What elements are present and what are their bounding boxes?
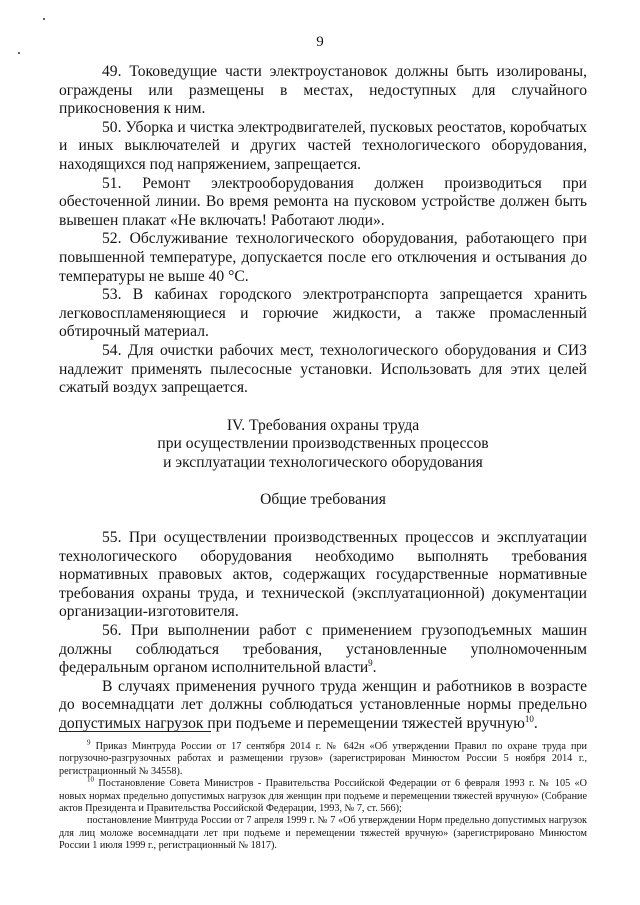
paragraph-56-text: 56. При выполнении работ с применением грузоподъемных машин должны соблюдаться требования, установленные уполномоченным федеральным органом исполнительной власти xyxy=(59,622,587,677)
section-heading xyxy=(59,417,587,473)
footnote-10 xyxy=(59,775,587,815)
paragraph-56-end: . xyxy=(372,659,377,677)
footnote-9-text: Приказ Минтруда России от 17 сентября 2014 г. № 642н «Об утверждении Правил по охране труда при погрузочно-разгрузочных работах и размещении грузов» (зарегистрирован Минюстом России 5 ноября 2014 г., регистрационный № 34558). xyxy=(59,741,587,777)
footnote-separator xyxy=(59,731,211,732)
paragraph-49: 49. Токоведущие части электроустановок должны быть изолированы, ограждены или размещены в местах, недоступных для случайного прикосновения к ним. xyxy=(59,63,587,118)
footnote-mark-10: 10 xyxy=(87,775,94,784)
scan-speck xyxy=(18,52,20,54)
paragraph-57 xyxy=(59,678,587,734)
paragraph-53: 53. В кабинах городского электротранспорта запрещается хранить легковоспламеняющиеся и горючие жидкости, а также промасленный обтирочный материал. xyxy=(59,286,587,341)
section-heading-line-3: и эксплуатации технологического оборудования xyxy=(163,453,483,471)
footnote-10-continuation: постановление Минтруда России от 7 апреля 1999 г. № 7 «Об утверждении Норм предельно допустимых нагрузок для лиц моложе восемнадцати лет при подъеме и перемещении тяжестей вручную» (зарегистрировано Минюстом России 1 июля 1999 г., регистрационный № 1817). xyxy=(59,815,587,852)
section-heading-line-2: при осуществлении производственных процессов xyxy=(157,435,489,453)
main-text xyxy=(59,63,587,734)
page-number: 9 xyxy=(316,34,324,50)
paragraph-57-end: . xyxy=(533,715,538,732)
section-heading-line-1: IV. Требования охраны труда xyxy=(226,416,420,434)
footnote-10-text: Постановление Совета Министров - Правительства Российской Федерации от 6 февраля 1993 г. № 105 «О новых нормах предельно допустимых нагрузок для женщин при подъеме и перемещении тяжестей вручную» (Собрание актов Президента и Правительства Российской Федерации, 1993, № 7, ст. 566); xyxy=(59,778,587,815)
scan-speck xyxy=(43,18,45,20)
paragraph-55: 55. При осуществлении производственных процессов и эксплуатации технологического оборудования необходимо выполнять требования нормативных правовых актов, содержащих государственные нормативные требования охраны труда, и технической (эксплуатационной) документации организации-изготовителя. xyxy=(59,529,587,621)
footnote-mark-9: 9 xyxy=(87,738,91,747)
paragraph-56 xyxy=(59,622,587,678)
paragraph-51: 51. Ремонт электрооборудования должен производиться при обесточенной линии. Во время ремонта на пусковом устройстве должен быть вывешен плакат «Не включать! Работают люди». xyxy=(59,174,587,229)
paragraph-50: 50. Уборка и чистка электродвигателей, пусковых реостатов, коробчатых и иных выключателей и других частей технологического оборудования, находящихся под напряжением, запрещается. xyxy=(59,118,587,173)
subheading: Общие требования xyxy=(260,491,386,509)
paragraph-57-text: В случаях применения ручного труда женщин и работников в возрасте до восемнадцати лет должны соблюдаться установленные нормы предельно допустимых нагрузок при подъеме и перемещении тяжестей вручную xyxy=(59,677,587,732)
footnotes xyxy=(59,738,587,853)
footnote-ref-10: 10 xyxy=(524,713,534,724)
footnote-ref-9: 9 xyxy=(368,658,373,669)
footnote-9 xyxy=(59,738,587,778)
paragraph-52: 52. Обслуживание технологического оборудования, работающего при повышенной температуре, допускается после его отключения и остывания до температуры не выше 40 °C. xyxy=(59,230,587,285)
paragraph-54: 54. Для очистки рабочих мест, технологического оборудования и СИЗ надлежит применять пылесосные установки. Использовать для этих целей сжатый воздух запрещается. xyxy=(59,341,587,397)
